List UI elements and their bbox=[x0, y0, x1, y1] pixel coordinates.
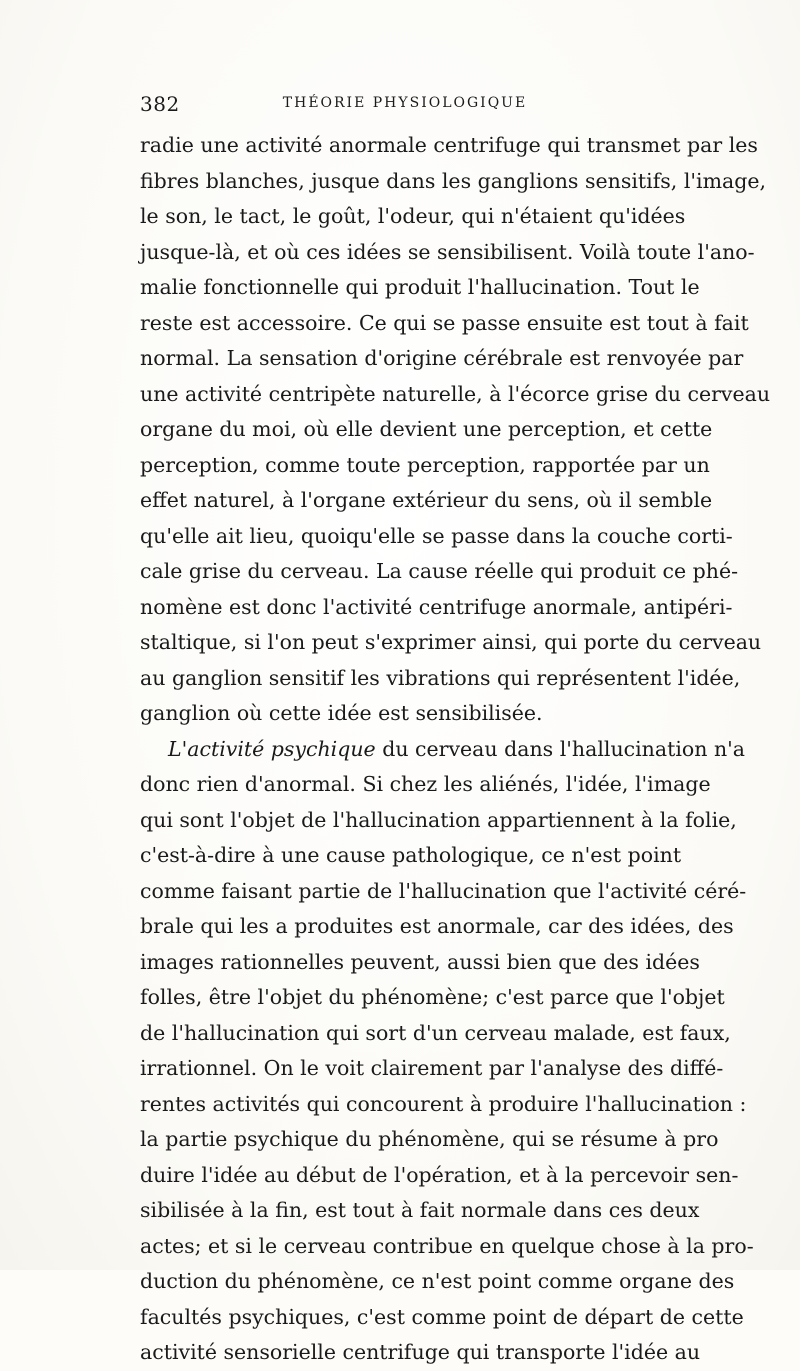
text-line: organe du moi, où elle devient une perception, et cette bbox=[140, 417, 713, 441]
text-line: fibres blanches, jusque dans les ganglions sensitifs, l'image, bbox=[140, 168, 767, 193]
text-line: actes; et si le cerveau contribue en quelque chose à la pro- bbox=[140, 1233, 754, 1258]
text-line: brale qui les a produites est anormale, car des idées, des bbox=[140, 914, 734, 938]
first-line-rest: du cerveau dans l'hallucination n'a bbox=[375, 736, 746, 761]
text-line: sibilisée à la fin, est tout à fait normale dans ces deux bbox=[140, 1198, 700, 1222]
text-line: au ganglion sensitif les vibrations qui représentent l'idée, bbox=[140, 665, 741, 690]
body-text bbox=[140, 128, 771, 1371]
text-line: normal. La sensation d'origine cérébrale est renvoyée par bbox=[140, 346, 744, 370]
paragraph-2 bbox=[140, 732, 754, 1371]
page-header bbox=[140, 92, 670, 116]
text-line: effet naturel, à l'organe extérieur du sens, où il semble bbox=[140, 488, 713, 512]
text-line: comme faisant partie de l'hallucination que l'activité céré- bbox=[140, 878, 747, 903]
running-title: THÉORIE PHYSIOLOGIQUE bbox=[282, 95, 528, 111]
text-line: jusque-là, et où ces idées se sensibilisent. Voilà toute l'ano- bbox=[140, 239, 755, 264]
text-line: qu'elle ait lieu, quoiqu'elle se passe dans la couche corti- bbox=[140, 523, 733, 548]
text-line: le son, le tact, le goût, l'odeur, qui n'étaient qu'idées bbox=[140, 204, 686, 228]
text-line: nomène est donc l'activité centrifuge anormale, antipéri- bbox=[140, 594, 733, 619]
text-line: activité sensorielle centrifuge qui transporte l'idée au bbox=[140, 1340, 701, 1364]
text-line: de l'hallucination qui sort d'un cerveau malade, est faux, bbox=[140, 1020, 731, 1045]
italic-phrase: L'activité psychique bbox=[168, 736, 376, 761]
text-line: radie une activité anormale centrifuge qui transmet par les bbox=[140, 133, 758, 157]
text-line: ganglion où cette idée est sensibilisée. bbox=[140, 701, 543, 725]
text-line: c'est-à-dire à une cause pathologique, ce n'est point bbox=[140, 843, 682, 867]
paragraph-1 bbox=[140, 128, 771, 732]
text-line: staltique, si l'on peut s'exprimer ainsi, qui porte du cerveau bbox=[140, 630, 762, 654]
text-line: la partie psychique du phénomène, qui se résume à pro bbox=[140, 1127, 719, 1151]
text-line: facultés psychiques, c'est comme point de départ de cette bbox=[140, 1304, 744, 1329]
text-line: reste est accessoire. Ce qui se passe ensuite est tout à fait bbox=[140, 310, 749, 335]
text-line: malie fonctionnelle qui produit l'hallucination. Tout le bbox=[140, 275, 700, 299]
text-line: une activité centripète naturelle, à l'écorce grise du cerveau bbox=[140, 381, 771, 406]
page-number: 382 bbox=[140, 92, 180, 116]
paragraph-2-first-line bbox=[140, 732, 746, 768]
text-line: qui sont l'objet de l'hallucination appartiennent à la folie, bbox=[140, 807, 737, 832]
text-line: images rationnelles peuvent, aussi bien que des idées bbox=[140, 949, 700, 974]
text-line: rentes activités qui concourent à produire l'hallucination : bbox=[140, 1091, 747, 1116]
text-line: folles, être l'objet du phénomène; c'est parce que l'objet bbox=[140, 985, 725, 1009]
text-line: irrationnel. On le voit clairement par l'analyse des diffé- bbox=[140, 1056, 724, 1080]
text-line: perception, comme toute perception, rapportée par un bbox=[140, 452, 710, 477]
text-line: duire l'idée au début de l'opération, et à la percevoir sen- bbox=[140, 1162, 739, 1187]
text-line: cale grise du cerveau. La cause réelle qui produit ce phé- bbox=[140, 559, 739, 583]
text-line: donc rien d'anormal. Si chez les aliénés, l'idée, l'image bbox=[140, 772, 711, 796]
text-line: duction du phénomène, ce n'est point comme organe des bbox=[140, 1269, 735, 1293]
